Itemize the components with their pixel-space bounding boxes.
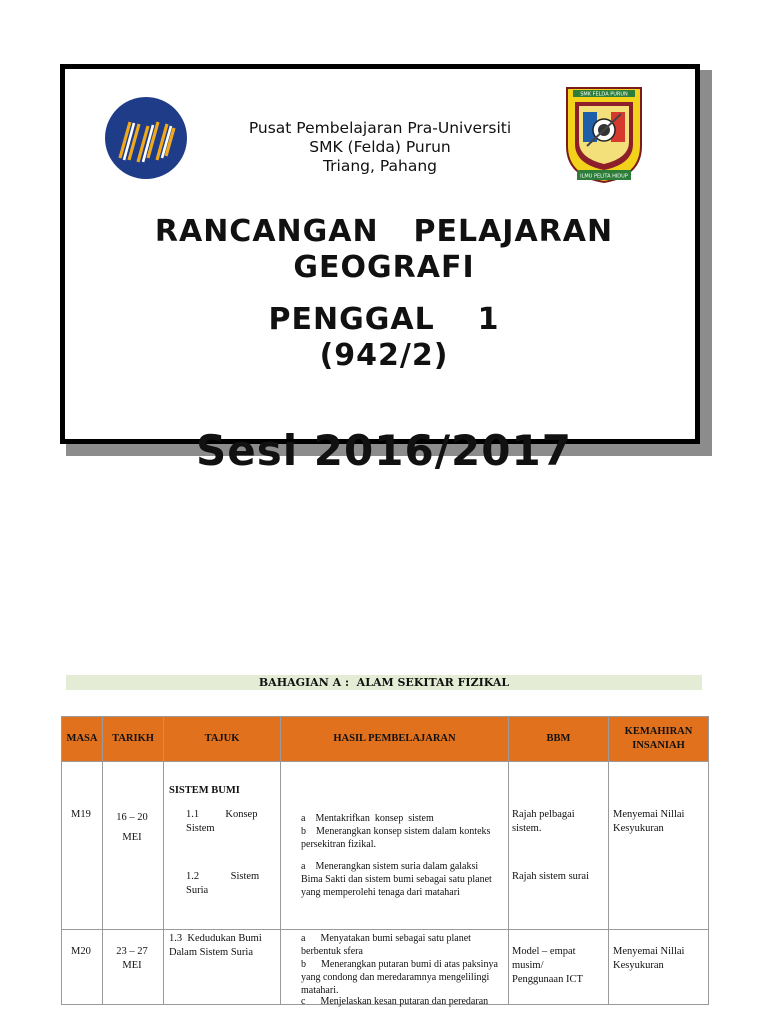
masa-value: M19 <box>71 809 91 820</box>
cell-kemahiran <box>609 930 709 1005</box>
table-row <box>62 930 709 1005</box>
bbm-item-1: Rajah pelbagai sistem. <box>512 809 575 834</box>
cell-hasil <box>281 762 509 930</box>
masa-value: M20 <box>71 946 91 957</box>
crest-top-text: SMK FELDA PURUN <box>580 91 628 98</box>
hasil-item-3: c Menjelaskan kesan putaran dan peredaran <box>301 996 489 1007</box>
header-bbm: BBM <box>509 717 609 762</box>
hasil-item-1: a Mentakrifkan konsep sistem <box>301 813 434 824</box>
cell-masa <box>62 930 103 1005</box>
kemahiran-value: Menyemai Nillai Kesyukuran <box>613 809 685 834</box>
header-masa: MASA <box>62 717 103 762</box>
cell-masa <box>62 762 103 930</box>
cell-bbm <box>509 930 609 1005</box>
address-line-2: SMK (Felda) Purun <box>309 138 451 156</box>
cell-bbm <box>509 762 609 930</box>
hasil-item-2: b Menerangkan putaran bumi di atas paksinya yang condong dan meredaramnya mengelilingi matahari. <box>301 959 501 996</box>
cell-hasil <box>281 930 509 1005</box>
bbm-item: Model – empat musim/ Penggunaan ICT <box>512 946 583 985</box>
tajuk-item: 1.3 Kedudukan Bumi Dalam Sistem Suria <box>169 933 265 958</box>
cell-kemahiran <box>609 762 709 930</box>
topic-heading: SISTEM BUMI <box>169 785 240 796</box>
header-hasil: HASIL PEMBELAJARAN <box>281 717 509 762</box>
bbm-item-2: Rajah sistem surai <box>512 871 589 882</box>
subject-code: (942/2) <box>319 338 449 373</box>
hasil-item-2: b Menerangkan konsep sistem dalam konteks persekitran fizikal. <box>301 826 493 850</box>
session-label: Sesi 2016/2017 <box>196 426 572 475</box>
hasil-item-1: a Menyatakan bumi sebagai satu planet berbentuk sfera <box>301 933 474 957</box>
cell-tarikh <box>103 762 164 930</box>
cell-tarikh <box>103 930 164 1005</box>
title-line-2: GEOGRAFI <box>293 250 475 285</box>
header-tarikh: TARIKH <box>103 717 164 762</box>
table-row <box>62 762 709 930</box>
tajuk-item-2: 1.2 Sistem Suria <box>186 871 262 896</box>
session-clip <box>0 426 768 475</box>
section-title: BAHAGIAN A : ALAM SEKITAR FIZIKAL <box>66 675 702 690</box>
title-line-1: RANCANGAN PELAJARAN <box>154 214 614 249</box>
crest-bottom-text: ILMU PELITA HIDUP <box>580 173 628 180</box>
term-label: PENGGAL 1 <box>268 302 500 337</box>
hasil-item-3: a Menerangkan sistem suria dalam galaksi Bima Sakti dan sistem bumi sebagai satu planet yang memperolehi tenaga dari matahari <box>301 861 495 898</box>
school-address <box>120 119 640 176</box>
cell-tajuk <box>164 930 281 1005</box>
header-kemahiran: KEMAHIRAN INSANIAH <box>609 717 709 762</box>
address-line-1: Pusat Pembelajaran Pra-Universiti <box>248 119 512 137</box>
term-block <box>0 302 768 374</box>
lesson-plan-table <box>61 716 709 1005</box>
kemahiran-value: Menyemai Nillai Kesyukuran <box>613 946 685 971</box>
tarikh-value: 16 – 20 MEI <box>116 812 148 843</box>
table-header-row <box>62 717 709 762</box>
header-tajuk: TAJUK <box>164 717 281 762</box>
cell-tajuk <box>164 762 281 930</box>
document-title <box>0 214 768 286</box>
address-line-3: Triang, Pahang <box>322 157 438 175</box>
tarikh-value: 23 – 27 MEI <box>116 946 148 971</box>
tajuk-item-1: 1.1 Konsep Sistem <box>186 809 261 834</box>
